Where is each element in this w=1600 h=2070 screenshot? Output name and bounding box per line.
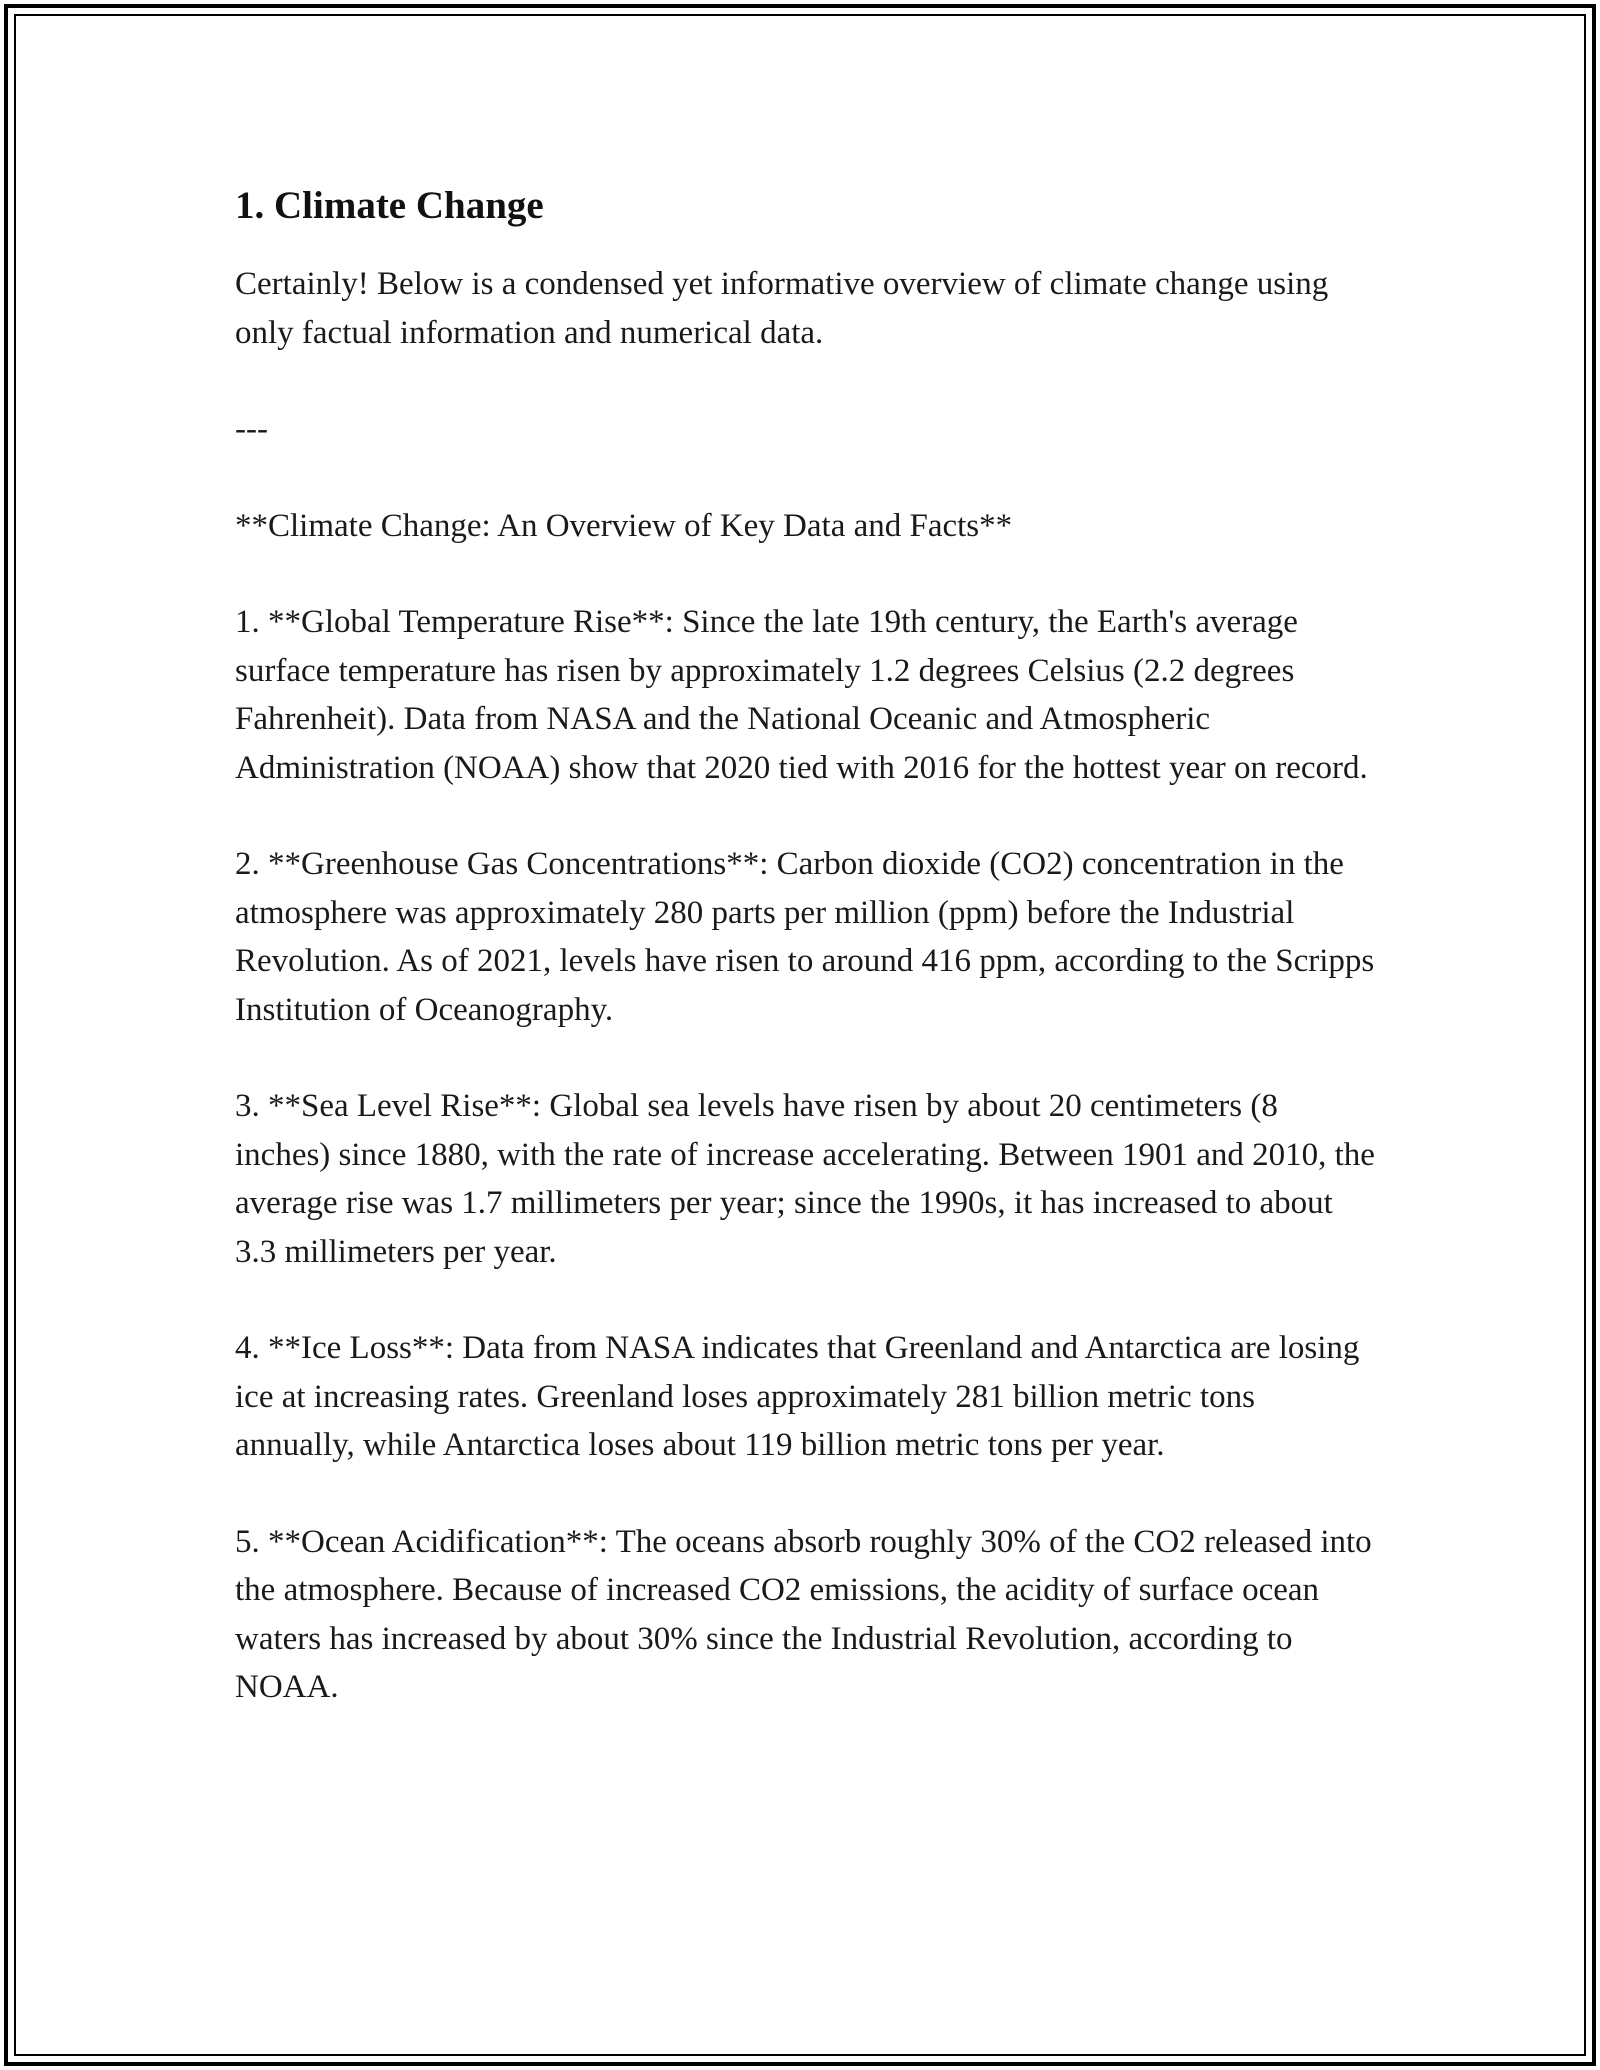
fact-item-ocean-acidification: 5. **Ocean Acidification**: The oceans absorb roughly 30% of the CO2 released into the atmosphere. Because of increased CO2 emissions, the acidity of surface ocean waters has increased by about 30% since the Industrial Revolution, according to NOAA. (235, 1523, 1372, 1705)
fact-item-sea-level: 3. **Sea Level Rise**: Global sea levels have risen by about 20 centimeters (8 inches) since 1880, with the rate of increase accelerating. Between 1901 and 2010, the average rise was 1.7 millimeters per year; since the 1990s, it has increased to about 3.3 millimeters per year. (235, 1088, 1375, 1270)
document-title: 1. Climate Change (235, 184, 544, 227)
fact-item-ice-loss: 4. **Ice Loss**: Data from NASA indicates that Greenland and Antarctica are losing ice at increasing rates. Greenland loses approximately 281 billion metric tons annually, while Antarctica loses about 119 billion metric tons per year. (235, 1330, 1360, 1463)
fact-item-temperature: 1. **Global Temperature Rise**: Since the late 19th century, the Earth's average surface temperature has risen by approximately 1.2 degrees Celsius (2.2 degrees Fahrenheit). Data from NASA and the National Oceanic and Atmospheric Administration (NOAA) show that 2020 tied with 2016 for the hottest year on record. (235, 604, 1368, 786)
fact-item-greenhouse-gas: 2. **Greenhouse Gas Concentrations**: Carbon dioxide (CO2) concentration in the atmosphere was approximately 280 parts per million (ppm) before the Industrial Revolution. As of 2021, levels have risen to around 416 ppm, according to the Scripps Institution of Oceanography. (235, 846, 1375, 1028)
overview-subtitle: **Climate Change: An Overview of Key Data and Facts** (235, 507, 1013, 544)
separator-line: --- (235, 411, 268, 447)
intro-paragraph: Certainly! Below is a condensed yet informative overview of climate change using only factual information and numerical data. (235, 266, 1329, 351)
document-body (235, 180, 1375, 1760)
